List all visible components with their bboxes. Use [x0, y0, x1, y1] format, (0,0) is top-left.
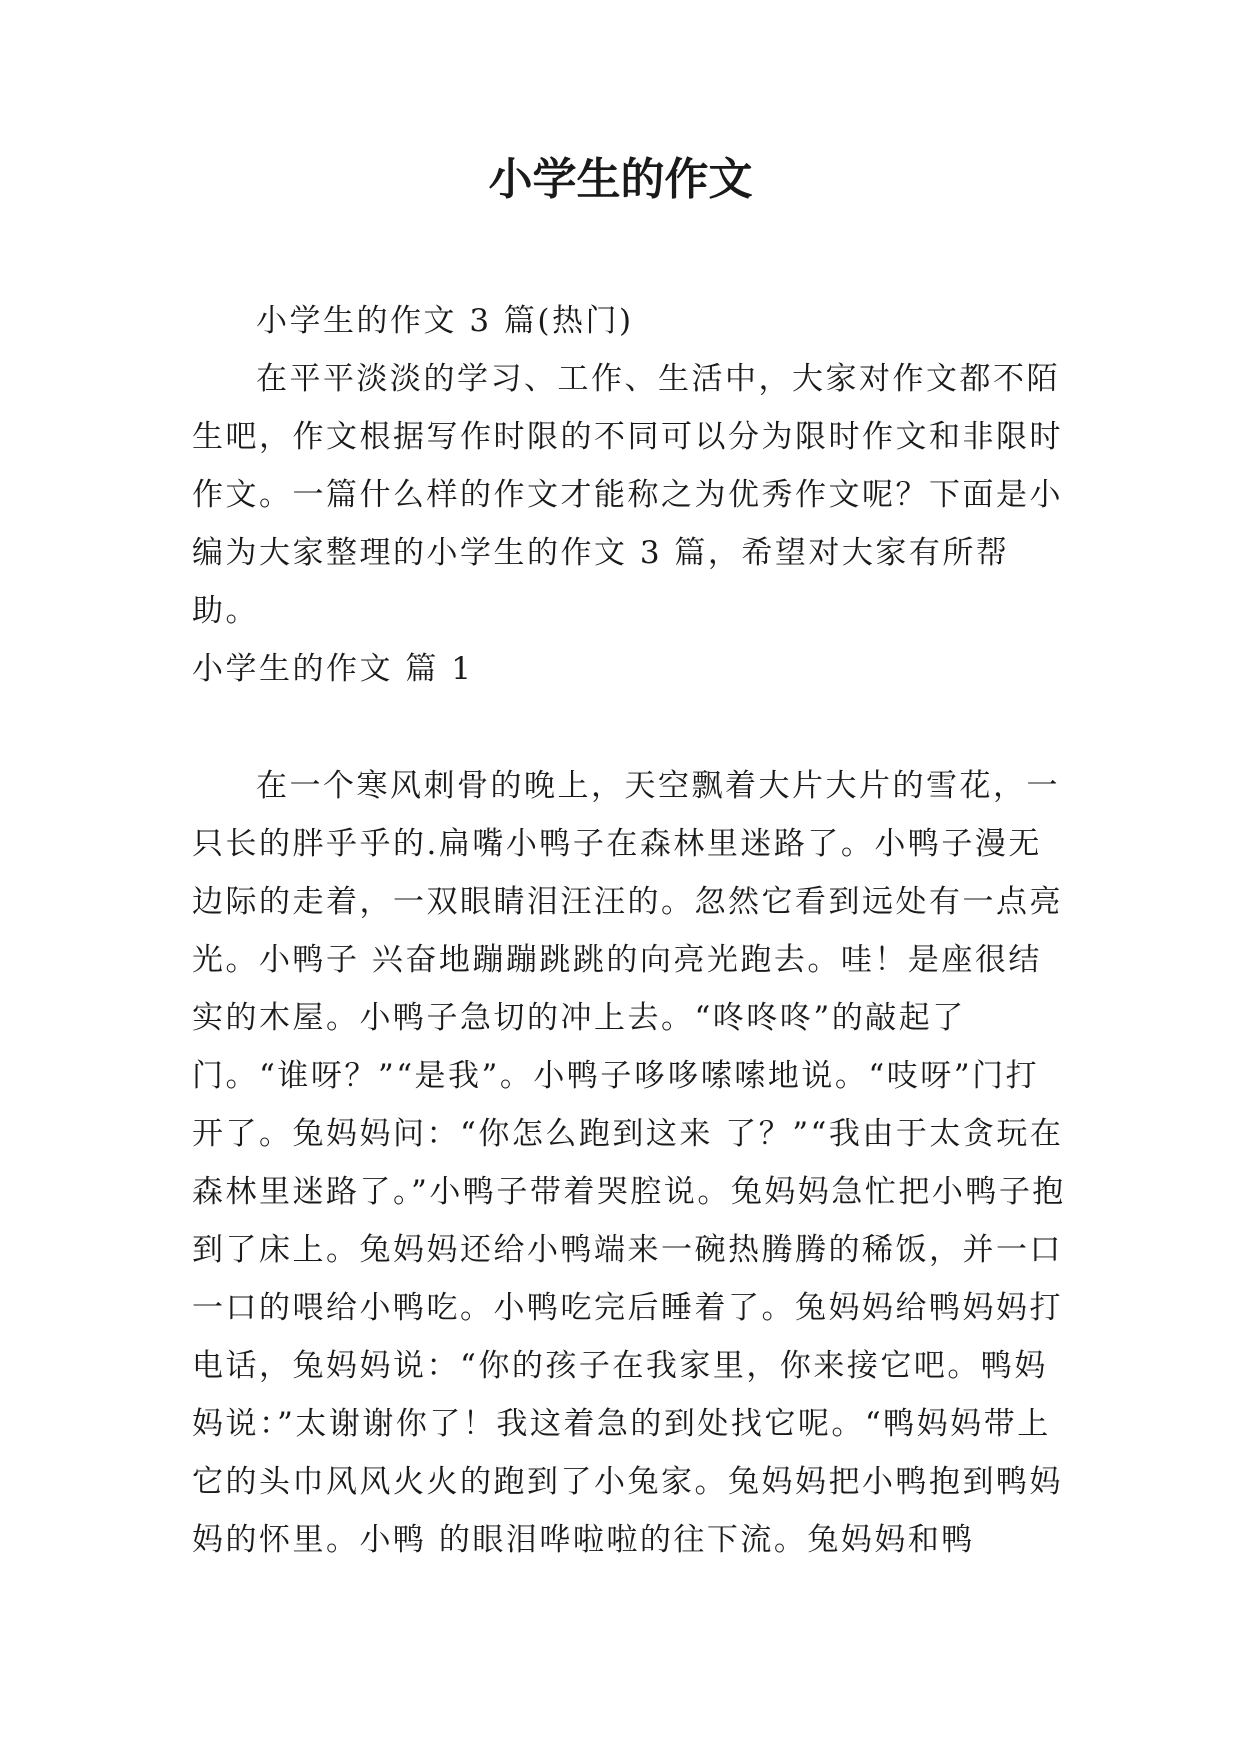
- document-subtitle: 小学生的作文 3 篇(热门): [256, 303, 634, 339]
- story-paragraph: 在一个寒风刺骨的晚上，天空飘着大片大片的雪花，一只长的胖乎乎的.扁嘴小鸭子在森林里迷路了。小鸭子漫无边际的走着，一双眼睛泪汪汪的。忽然它看到远处有一点亮光。小鸭子 兴奋地蹦蹦跳跳的向亮光跑去。哇！是座很结实的木屋。小鸭子急切的冲上去。“咚咚咚”的敲起了门。“谁呀？”“是我”。小鸭子哆哆嗦嗦地说。“吱呀”门打开了。兔妈妈问：“你怎么跑到这来 了？”“我由于太贪玩在森林里迷路了。”小鸭子带着哭腔说。兔妈妈急忙把小鸭子抱到了床上。兔妈妈还给小鸭端来一碗热腾腾的稀饭，并一口一口的喂给小鸭吃。小鸭吃完后睡着了。兔妈妈给鸭妈妈打电话，兔妈妈说：“你的孩子在我家里，你来接它吧。鸭妈妈说：”太谢谢你了！我这着急的到处找它呢。“鸭妈妈带上它的头巾风风火火的跑到了小兔家。兔妈妈把小鸭抱到鸭妈妈的怀里。小鸭 的眼泪哗啦啦的往下流。兔妈妈和鸭: [192, 768, 1066, 1558]
- document-title: 小学生的作文: [488, 154, 753, 205]
- section-heading: 小学生的作文 篇 1: [192, 651, 474, 687]
- intro-paragraph: 在平平淡淡的学习、工作、生活中，大家对作文都不陌生吧，作文根据写作时限的不同可以分为限时作文和非限时作文。一篇什么样的作文才能称之为优秀作文呢？下面是小编为大家整理的小学生的作文 3 篇，希望对大家有所帮助。: [192, 361, 1063, 629]
